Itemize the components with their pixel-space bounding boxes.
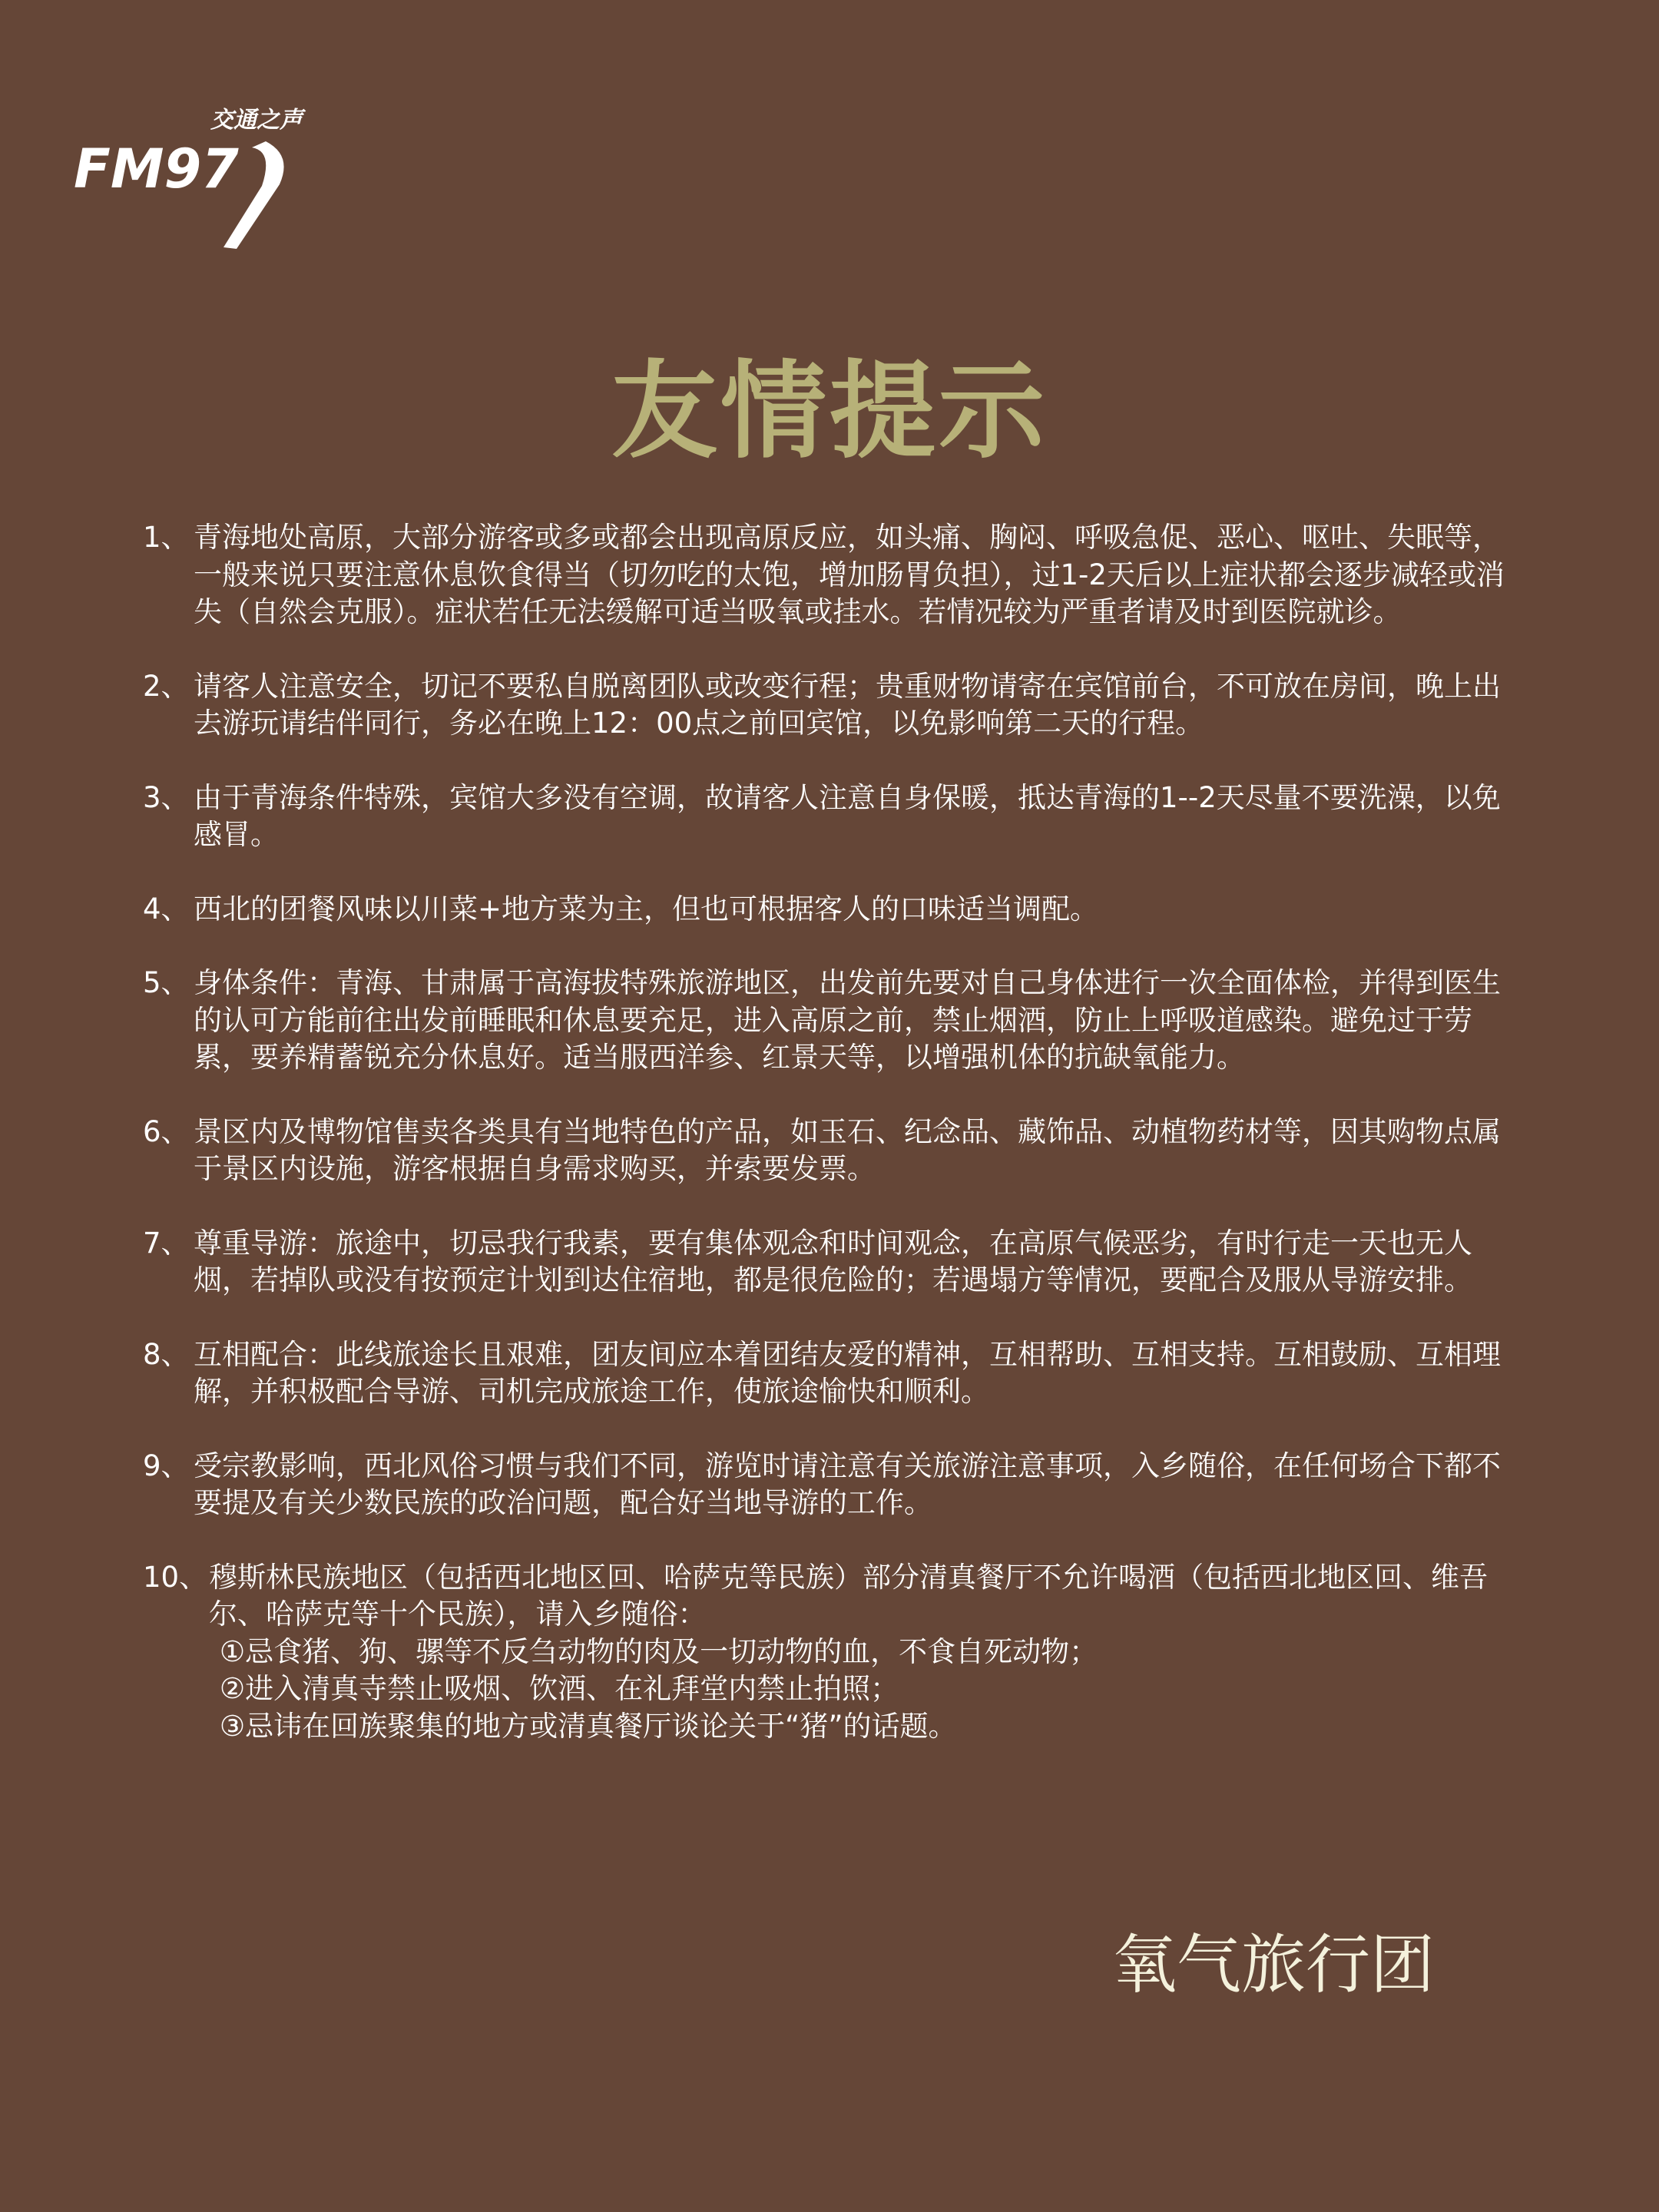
page-title: 友情提示 [611, 348, 1048, 473]
notice-text: 尊重导游：旅途中，切忌我行我素，要有集体观念和时间观念，在高原气候恶劣，有时行走一天也无人烟，若掉队或没有按预定计划到达住宿地，都是很危险的；若遇塌方等情况，要配合及服从导游安排。 [194, 1226, 1472, 1296]
notice-item [143, 519, 1525, 631]
notice-subitem: ③忌讳在回族聚集的地方或清真餐厅谈论关于“猪”的话题。 [220, 1709, 957, 1743]
notice-number: 7、 [143, 1226, 190, 1260]
notice-number: 3、 [143, 780, 190, 814]
notice-number: 6、 [143, 1114, 190, 1148]
fm97-logo [74, 101, 327, 255]
notice-item [143, 780, 1525, 854]
notice-number: 2、 [143, 669, 190, 703]
notice-text: 景区内及博物馆售卖各类具有当地特色的产品，如玉石、纪念品、藏饰品、动植物药材等，因其购物点属于景区内设施，游客根据自身需求购买，并索要发票。 [194, 1114, 1501, 1185]
notice-item [143, 891, 1525, 929]
notice-list [143, 519, 1525, 1782]
notice-text: 穆斯林民族地区（包括西北地区回、哈萨克等民族）部分清真餐厅不允许喝酒（包括西北地区回、维吾尔、哈萨克等十个民族），请入乡随俗： [209, 1560, 1488, 1631]
notice-number: 10、 [143, 1560, 208, 1594]
notice-subitem: ①忌食猪、狗、骡等不反刍动物的肉及一切动物的血，不食自死动物； [220, 1634, 1098, 1668]
notice-item [143, 1114, 1525, 1188]
notice-number: 4、 [143, 892, 190, 926]
notice-item [143, 1336, 1525, 1411]
notice-item [143, 668, 1525, 743]
notice-text: 互相配合：此线旅途长且艰难，团友间应本着团结友爱的精神，互相帮助、互相支持。互相鼓励、互相理解，并积极配合导游、司机完成旅途工作，使旅途愉快和顺利。 [194, 1337, 1501, 1408]
signature: 氧气旅行团 [1112, 1927, 1435, 2002]
notice-text: 青海地处高原，大部分游客或多或都会出现高原反应，如头痛、胸闷、呼吸急促、恶心、呕吐、失眠等，一般来说只要注意休息饮食得当（切勿吃的太饱，增加肠胃负担），过1-2天后以上症状都会逐步减轻或消失（自然会克服）。症状若任无法缓解可适当吸氧或挂水。若情况较为严重者请及时到医院就诊。 [194, 521, 1505, 628]
notice-item [143, 1225, 1525, 1300]
notice-item [143, 1559, 1525, 1746]
notice-text: 由于青海条件特殊，宾馆大多没有空调，故请客人注意自身保暖，抵达青海的1--2天尽量不要洗澡，以免感冒。 [194, 780, 1501, 851]
notice-number: 9、 [143, 1449, 190, 1482]
notice-text: 受宗教影响，西北风俗习惯与我们不同，游览时请注意有关旅游注意事项，入乡随俗，在任何场合下都不要提及有关少数民族的政治问题，配合好当地导游的工作。 [194, 1449, 1501, 1519]
notice-number: 8、 [143, 1337, 190, 1371]
logo-brand-text: FM97 [74, 137, 239, 200]
notice-text: 身体条件：青海、甘肃属于高海拔特殊旅游地区，出发前先要对自己身体进行一次全面体检，并得到医生的认可方能前往出发前睡眠和休息要充足，进入高原之前，禁止烟酒，防止上呼吸道感染。避免过于劳累，要养精蓄锐充分休息好。适当服西洋参、红景天等，以增强机体的抗缺氧能力。 [194, 966, 1501, 1074]
notice-text: 西北的团餐风味以川菜+地方菜为主，但也可根据客人的口味适当调配。 [194, 892, 1098, 926]
logo-top-text: 交通之声 [210, 107, 303, 134]
notice-number: 5、 [143, 966, 190, 999]
notice-item [143, 965, 1525, 1077]
notice-subitem: ②进入清真寺禁止吸烟、饮酒、在礼拜堂内禁止拍照； [220, 1672, 899, 1705]
notice-text: 请客人注意安全，切记不要私自脱离团队或改变行程；贵重财物请寄在宾馆前台，不可放在房间，晚上出去游玩请结伴同行，务必在晚上12：00点之前回宾馆，以免影响第二天的行程。 [194, 669, 1501, 740]
notice-number: 1、 [143, 521, 190, 554]
notice-item [143, 1448, 1525, 1522]
